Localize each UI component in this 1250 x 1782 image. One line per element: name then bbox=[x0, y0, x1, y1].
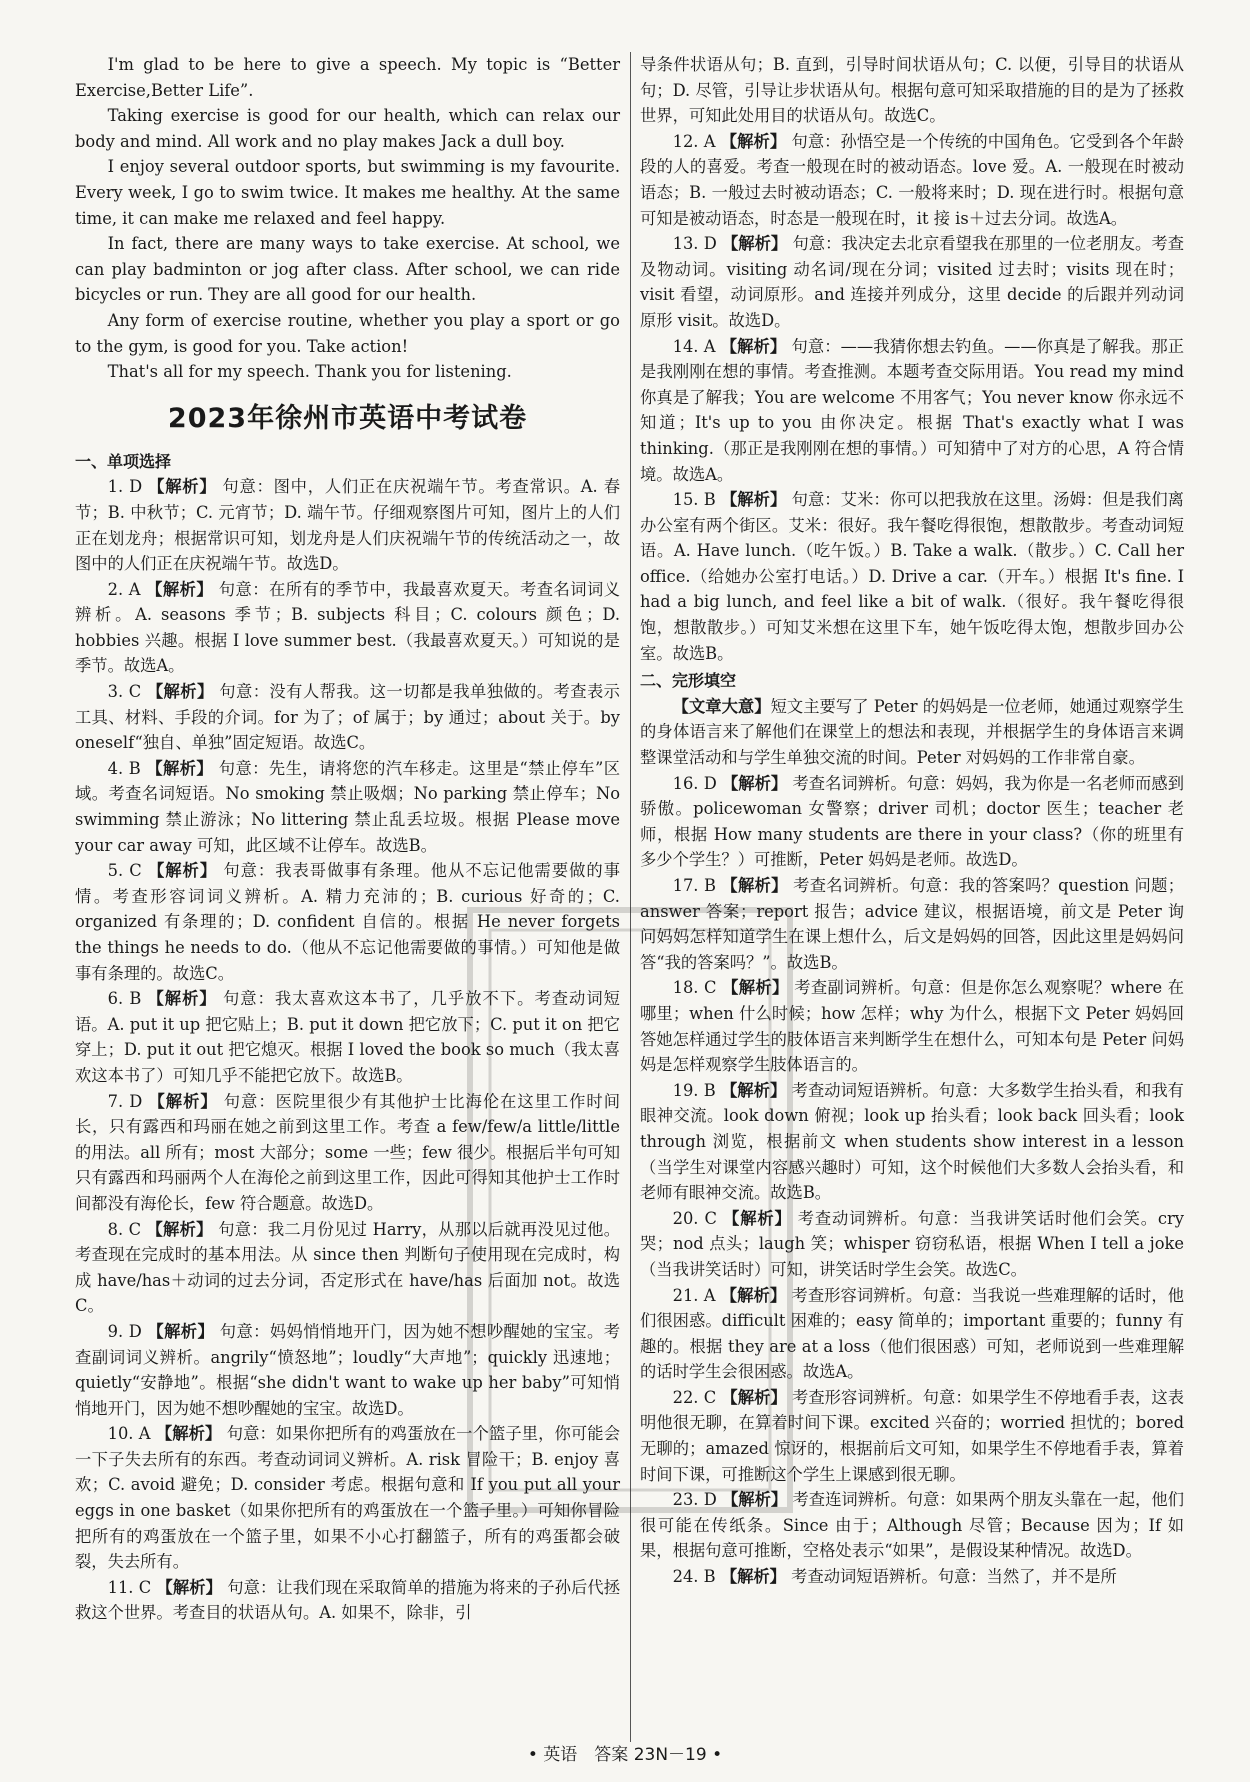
column-divider bbox=[630, 52, 631, 1742]
page-footer: • 英语 答案 23N－19 • bbox=[527, 1745, 723, 1765]
answer-item: 8. C 【解析】 句意：我二月份见过 Harry，从那以后就再没见过他。考查现在完成时的基本用法。从 since then 判断句子使用现在完成时，构成 have/has＋动词的过去分词，否定形式在 have/has 后面加 not。故选C。 bbox=[75, 1219, 620, 1316]
answer-item: 12. A 【解析】 句意：孙悟空是一个传统的中国角色。它受到各个年龄段的人的喜爱。考查一般现在时的被动语态。love 爱。A. 一般现在时被动语态；B. 一般过去时被动语态；C. 一般将来时；D. 现在进行时。根据句意可知是被动语态，时态是一般现在时，it 接 is＋过去分词。故选A。 bbox=[640, 131, 1184, 228]
answer-item: 7. D 【解析】 句意：医院里很少有其他护士比海伦在这里工作时间长，只有露西和玛丽在她之前到这里工作。考查 a few/few/a little/little 的用法。all 所有；most 大部分；some 一些；few 很少。根据后半句可知只有露西和玛丽两个人在海伦之前到这里工作，因此可得知其他护士工作时间都没有海伦长，few 符合题意。故选D。 bbox=[75, 1091, 620, 1213]
speech-text bbox=[75, 52, 620, 385]
section-title-multiple-choice: 一、单项选择 bbox=[75, 451, 172, 471]
speech-paragraph: Taking exercise is good for our health, which can relax our body and mind. All work and no play makes Jack a dull boy. bbox=[75, 106, 620, 151]
answer-item: 21. A 【解析】 考查形容词辨析。句意：当我说一些难理解的话时，他们很困惑。difficult 困难的；easy 简单的；important 重要的；funny 有趣的。根据 they are at a loss（他们很困惑）可知，老师说到一些难理解的话时学生会很困惑。故选A。 bbox=[640, 1285, 1184, 1382]
answer-item: 14. A 【解析】 句意：——我猜你想去钓鱼。——你真是了解我。那正是我刚刚在想的事情。考查推测。本题考查交际用语。You read my mind 你真是了解我；You are welcome 不用客气；You never know 你永远不知道；It's up to you 由你决定。根据 That's exactly what I was thinking.（那正是我刚刚在想的事情。）可知猜中了对方的心思，A 符合情境。故选A。 bbox=[640, 336, 1184, 484]
exam-title: 2023年徐州市英语中考试卷 bbox=[167, 402, 528, 434]
answer-item: 23. D 【解析】 考查连词辨析。句意：如果两个朋友头靠在一起，他们很可能在传纸条。Since 由于；Although 尽管；Because 因为；If 如果，根据句意可推断，空格处表示“如果”，是假设某种情况。故选D。 bbox=[640, 1490, 1184, 1561]
answer-item-continued: 导条件状语从句；B. 直到，引导时间状语从句；C. 以便，引导目的状语从句；D. 尽管，引导让步状语从句。根据句意可知采取措施的目的是为了拯救世界，可知此处用目的状语从句。故选C。 bbox=[640, 55, 1184, 126]
answer-item: 10. A 【解析】 句意：如果你把所有的鸡蛋放在一个篮子里，你可能会一下子失去所有的东西。考查动词词义辨析。A. risk 冒险干；B. enjoy 喜欢；C. avoid 避免；D. consider 考虑。根据句意和 If you put all your eggs in one basket（如果你把所有的鸡蛋放在一个篮子里。）可知你冒险把所有的鸡蛋放在一个篮子里，如果不小心打翻篮子，所有的鸡蛋都会破裂，失去所有。 bbox=[75, 1424, 620, 1572]
answer-item: 24. B 【解析】 考查动词短语辨析。句意：当然了，并不是所 bbox=[672, 1567, 1117, 1587]
cloze-summary: 【文章大意】短文主要写了 Peter 的妈妈是一位老师，她通过观察学生的身体语言来了解他们在课堂上的想法和表现，并根据学生的身体语言来调整课堂活动和与学生单独交流的时间。Peter 对妈妈的工作非常自豪。 bbox=[640, 696, 1184, 768]
answer-item: 18. C 【解析】 考查副词辨析。句意：但是你怎么观察呢？where 在哪里；when 什么时候；how 怎样；why 为什么，根据下文 Peter 妈妈回答她怎样通过学生的肢体语言来判断学生在想什么，可知本句是 Peter 问妈妈是怎样观察学生肢体语言的。 bbox=[640, 978, 1184, 1075]
answer-item: 17. B 【解析】 考查名词辨析。句意：我的答案吗？question 问题；answer 答案；report 报告；advice 建议，根据语境，前文是 Peter 询问妈妈怎样知道学生在课上想什么，后文是妈妈的回答，因此这里是妈妈问答“我的答案吗？”。故选B。 bbox=[640, 876, 1184, 972]
answer-item: 4. B 【解析】 句意：先生，请将您的汽车移走。这里是“禁止停车”区域。考查名词短语。No smoking 禁止吸烟；No parking 禁止停车；No swimming 禁止游泳；No littering 禁止乱丢垃圾。根据 Please move your car away 可知，此区域不让停车。故选B。 bbox=[75, 758, 620, 855]
speech-paragraph: That's all for my speech. Thank you for listening. bbox=[107, 362, 512, 382]
answer-item: 13. D 【解析】 句意：我决定去北京看望我在那里的一位老朋友。考查及物动词。visiting 动名词/现在分词；visited 过去时；visits 现在时；visit 看望，动词原形。and 连接并列成分，这里 decide 的后跟并列动词原形 visit。故选D。 bbox=[640, 234, 1184, 330]
answer-item: 15. B 【解析】 句意：艾米：你可以把我放在这里。汤姆：但是我们离办公室有两个街区。艾米：很好。我午餐吃得很饱，想散散步。考查动词短语。A. Have lunch.（吃午饭。）B. Take a walk.（散步。）C. Call her office.（给她办公室打电话。）D. Drive a car.（开车。）根据 It's fine. I had a big lunch, and feel like a bit of walk.（很好。我午餐吃得很饱，想散散步。）可知艾米想在这里下车，她午饭吃得太饱，想散步回办公室。故选B。 bbox=[640, 490, 1184, 663]
speech-paragraph: I'm glad to be here to give a speech. My topic is “Better Exercise,Better Life”. bbox=[75, 55, 620, 100]
left-column bbox=[75, 52, 620, 1626]
answer-item: 20. C 【解析】 考查动词辨析。句意：当我讲笑话时他们会笑。cry 哭；nod 点头；laugh 笑；whisper 窃窃私语，根据 When I tell a joke（当我讲笑话时）可知，讲笑话时学生会笑。故选C。 bbox=[640, 1208, 1184, 1279]
answer-item: 19. B 【解析】 考查动词短语辨析。句意：大多数学生抬头看，和我有眼神交流。look down 俯视；look up 抬头看；look back 回头看；look through 浏览，根据前文 when students show interest in a lesson（当学生对课堂内容感兴趣时）可知，这个时候他们大多数人会抬头看，和老师有眼神交流。故选B。 bbox=[640, 1080, 1184, 1203]
answer-item: 22. C 【解析】 考查形容词辨析。句意：如果学生不停地看手表，这表明他很无聊，在算着时间下课。excited 兴奋的；worried 担忧的；bored 无聊的；amazed 惊讶的，根据前后文可知，如果学生不停地看手表，算着时间下课，可推断这个学生上课感到很无聊。 bbox=[640, 1387, 1184, 1484]
answer-item: 3. C 【解析】 句意：没有人帮我。这一切都是我单独做的。考查表示工具、材料、手段的介词。for 为了；of 属于；by 通过；about 关于。by oneself“独自、单独”固定短语。故选C。 bbox=[75, 682, 620, 753]
section-title-cloze: 二、完形填空 bbox=[640, 671, 737, 691]
speech-paragraph: In fact, there are many ways to take exercise. At school, we can play badminton or jog after class. After school, we can ride bicycles or run. They are all good for our health. bbox=[75, 234, 620, 305]
answer-item: 1. D 【解析】 句意：图中，人们正在庆祝端午节。考查常识。A. 春节；B. 中秋节；C. 元宵节；D. 端午节。仔细观察图片可知，图片上的人们正在划龙舟；根据常识可知，划龙舟是人们庆祝端午节的传统活动之一，故图中的人们正在庆祝端午节。故选D。 bbox=[75, 477, 620, 574]
answer-item: 11. C 【解析】 句意：让我们现在采取简单的措施为将来的子孙后代拯救这个世界。考查目的状语从句。A. 如果不，除非，引 bbox=[75, 1577, 620, 1623]
answer-item: 2. A 【解析】 句意：在所有的季节中，我最喜欢夏天。考查名词词义辨析。A. seasons 季节；B. subjects 科目；C. colours 颜色；D. hobbies 兴趣。根据 I love summer best.（我最喜欢夏天。）可知说的是季节。故选A。 bbox=[75, 579, 620, 676]
answer-item: 9. D 【解析】 句意：妈妈悄悄地开门，因为她不想吵醒她的宝宝。考查副词词义辨析。angrily“愤怒地”；loudly“大声地”；quickly 迅速地；quietly“安静地”。根据“she didn't want to wake up her baby”可知悄悄地开门，因为她不想吵醒她的宝宝。故选D。 bbox=[75, 1321, 620, 1418]
speech-paragraph: I enjoy several outdoor sports, but swimming is my favourite. Every week, I go to swim twice. It makes me healthy. At the same time, it can make me relaxed and feel happy. bbox=[75, 157, 620, 228]
right-column bbox=[640, 52, 1184, 1590]
speech-paragraph: Any form of exercise routine, whether you play a sport or go to the gym, is good for you. Take action! bbox=[75, 310, 620, 356]
answer-item: 5. C 【解析】 句意：我表哥做事有条理。他从不忘记他需要做的事情。考查形容词词义辨析。A. 精力充沛的；B. curious 好奇的；C. organized 有条理的；D. confident 自信的。根据 He never forgets the things he needs to do.（他从不忘记他需要做的事情。）可知他是做事有条理的。故选C。 bbox=[75, 861, 620, 983]
answer-item: 16. D 【解析】 考查名词辨析。句意：妈妈，我为你是一名老师而感到骄傲。policewoman 女警察；driver 司机；doctor 医生；teacher 老师，根据 How many students are there in your class?（你的班里有多少个学生？）可推断，Peter 妈妈是老师。故选D。 bbox=[640, 773, 1184, 870]
answer-item: 6. B 【解析】 句意：我太喜欢这本书了，几乎放不下。考查动词短语。A. put it up 把它贴上；B. put it down 把它放下；C. put it on 把它穿上；D. put it out 把它熄灭。根据 I loved the book so much（我太喜欢这本书了）可知几乎不能把它放下。故选B。 bbox=[75, 989, 620, 1085]
